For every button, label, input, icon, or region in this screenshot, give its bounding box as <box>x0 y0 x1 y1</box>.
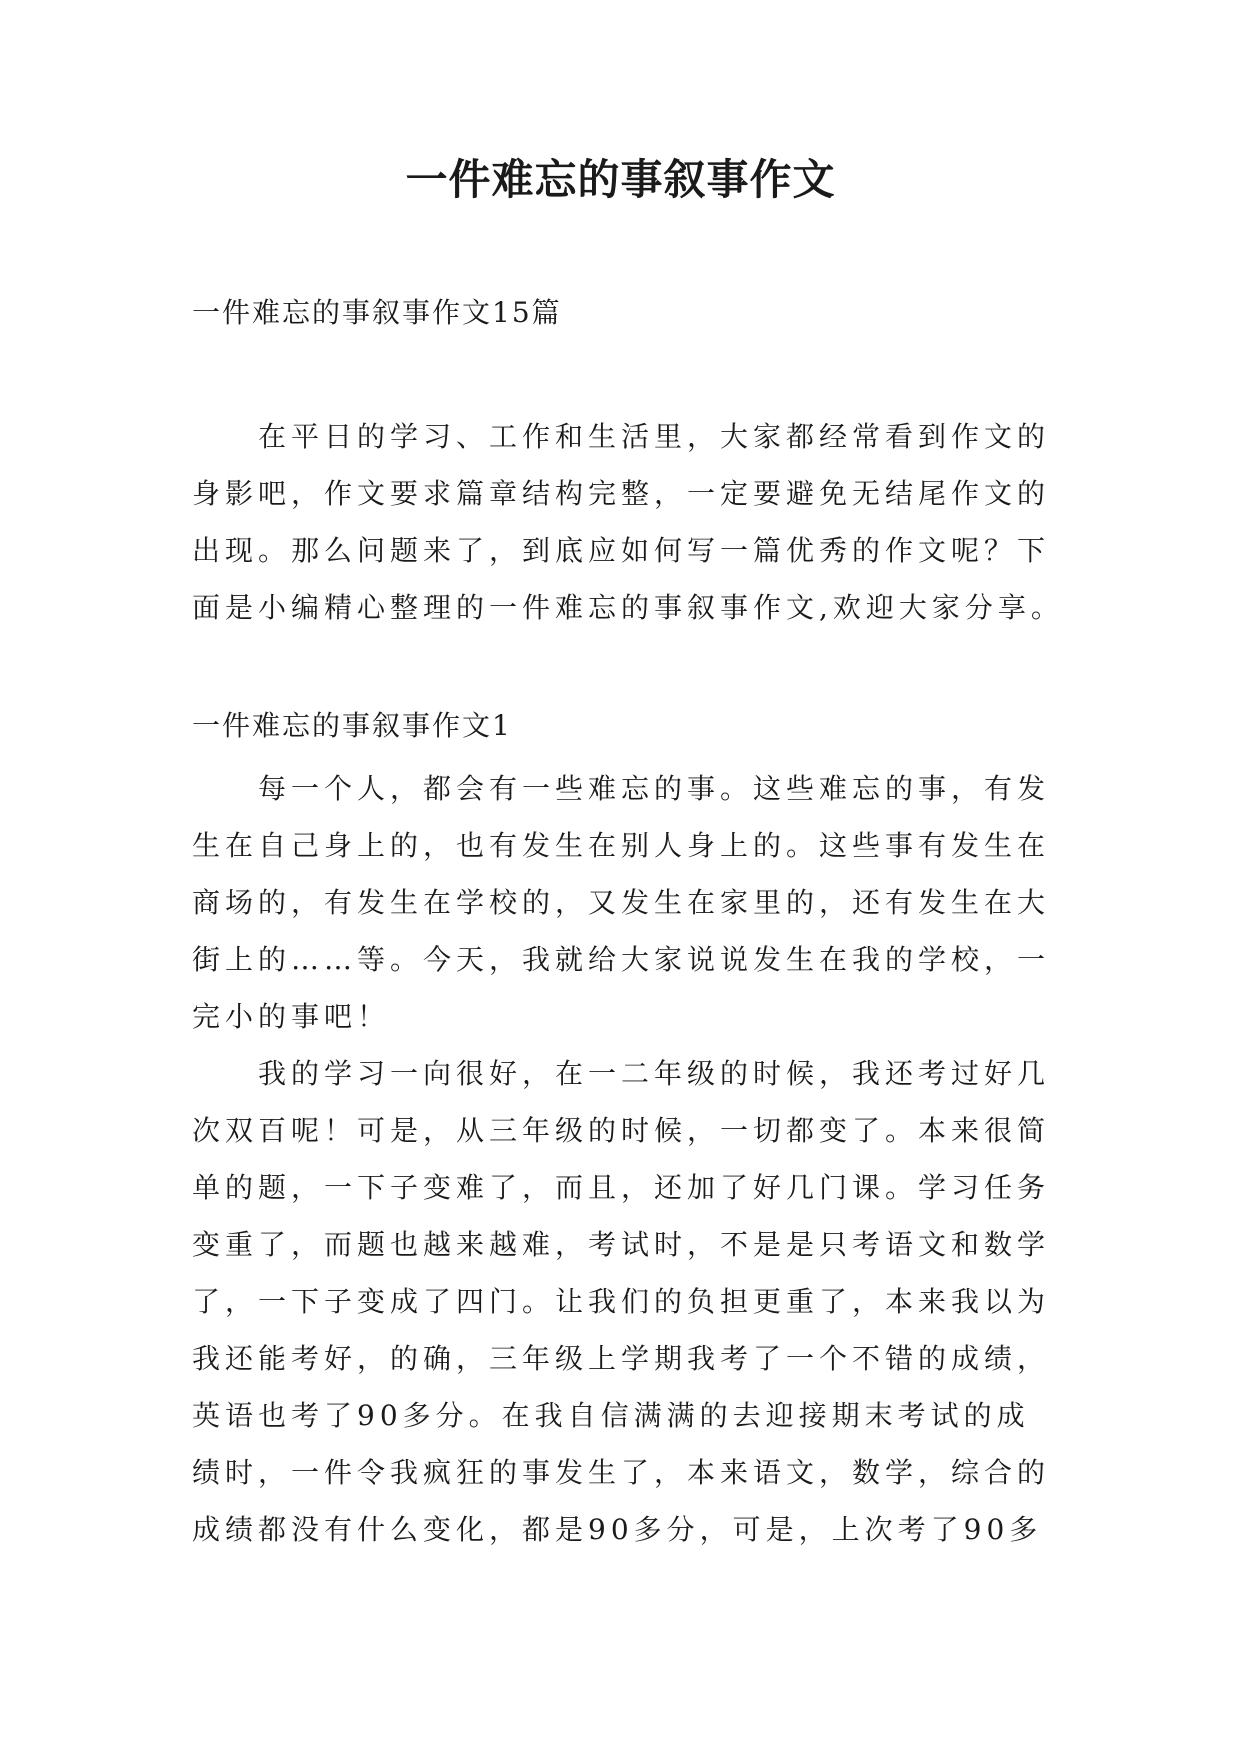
text-line: 在平日的学习、工作和生活里，大家都经常看到作文的 <box>258 420 1051 453</box>
intro-paragraph <box>192 408 1062 636</box>
text-line: 了，一下子变成了四门。让我们的负担更重了，本来我以为 <box>192 1285 1051 1318</box>
document-subtitle: 一件难忘的事叙事作文15篇 <box>192 296 562 329</box>
text-line: 次双百呢！可是，从三年级的时候，一切都变了。本来很简 <box>192 1114 1051 1147</box>
text-line: 我的学习一向很好，在一二年级的时候，我还考过好几 <box>258 1057 1051 1090</box>
text-line: 完小的事吧！ <box>192 1000 391 1033</box>
text-line: 变重了，而题也越来越难，考试时，不是是只考语文和数学 <box>192 1228 1051 1261</box>
text-line: 街上的……等。今天，我就给大家说说发生在我的学校，一 <box>192 943 1051 976</box>
text-line: 绩时，一件令我疯狂的事发生了，本来语文，数学，综合的 <box>192 1456 1051 1489</box>
text-line: 英语也考了90多分。在我自信满满的去迎接期末考试的成 <box>192 1399 1030 1432</box>
text-line: 商场的，有发生在学校的，又发生在家里的，还有发生在大 <box>192 886 1051 919</box>
text-line: 出现。那么问题来了，到底应如何写一篇优秀的作文呢？下 <box>192 534 1051 567</box>
essay-body <box>192 760 1062 1558</box>
text-line: 生在自己身上的，也有发生在别人身上的。这些事有发生在 <box>192 829 1051 862</box>
text-line: 成绩都没有什么变化，都是90多分，可是，上次考了90多 <box>192 1513 1043 1546</box>
text-line: 每一个人，都会有一些难忘的事。这些难忘的事，有发 <box>258 772 1051 805</box>
text-line: 面是小编精心整理的一件难忘的事叙事作文,欢迎大家分享。 <box>192 591 1064 624</box>
text-line: 单的题，一下子变难了，而且，还加了好几门课。学习任务 <box>192 1171 1051 1204</box>
text-line: 身影吧，作文要求篇章结构完整，一定要避免无结尾作文的 <box>192 477 1051 510</box>
page-title: 一件难忘的事叙事作文 <box>405 155 836 204</box>
section-heading: 一件难忘的事叙事作文1 <box>192 709 512 742</box>
text-line: 我还能考好，的确，三年级上学期我考了一个不错的成绩， <box>192 1342 1051 1375</box>
